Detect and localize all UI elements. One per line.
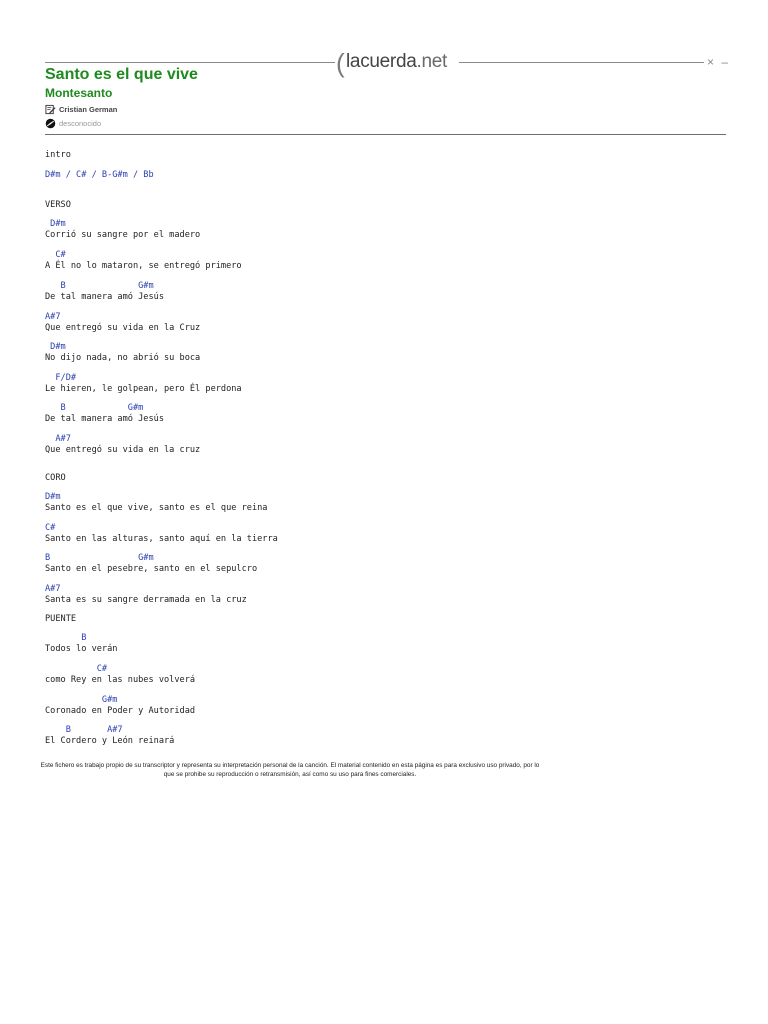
- lyric-line: como Rey en las nubes volverá: [45, 675, 196, 685]
- copyright-disclaimer: Este fichero es trabajo propio de su transcriptor y representa su interpretación personal de la canción. El material contenido en esta página es para exclusivo uso privado, por lo que se prohibe su reproducción o retransmisión, así como su uso para fines comerciales.: [40, 762, 540, 778]
- chord-line[interactable]: A#7: [45, 434, 71, 444]
- lyric-line: Santo en el pesebre, santo en el sepulcro: [45, 564, 258, 574]
- window-controls[interactable]: × –: [707, 55, 731, 69]
- chord-line[interactable]: G#m: [45, 695, 118, 705]
- header-rule-left: [45, 62, 335, 63]
- lyric-line: El Cordero y León reinará: [45, 736, 175, 746]
- lyric-line: VERSO: [45, 200, 71, 210]
- chord-line[interactable]: D#m: [45, 492, 61, 502]
- edit-note-icon: [45, 104, 56, 115]
- lyric-line: Todos lo verán: [45, 644, 118, 654]
- lyric-line: Coronado en Poder y Autoridad: [45, 706, 196, 716]
- header-rule-right: [459, 62, 704, 63]
- lyric-line: No dijo nada, no abrió su boca: [45, 353, 201, 363]
- lyric-line: PUENTE: [45, 614, 77, 624]
- header-divider: [45, 134, 726, 135]
- lyric-line: Santo es el que vive, santo es el que reina: [45, 503, 268, 513]
- logo-bracket-icon: (: [336, 48, 345, 78]
- chord-line[interactable]: B: [45, 633, 87, 643]
- logo-tld: .net: [416, 51, 447, 72]
- lyric-line: Corrió su sangre por el madero: [45, 230, 201, 240]
- chord-line[interactable]: B G#m: [45, 281, 154, 291]
- chord-line[interactable]: A#7: [45, 584, 61, 594]
- song-title: Santo es el que vive: [45, 66, 198, 83]
- lyric-line: intro: [45, 150, 71, 160]
- lyric-line: A Él no lo mataron, se entregó primero: [45, 261, 242, 271]
- lyric-line: Que entregó su vida en la cruz: [45, 445, 201, 455]
- chord-line[interactable]: C#: [45, 250, 66, 260]
- chord-line[interactable]: D#m: [45, 342, 66, 352]
- lyric-line: Que entregó su vida en la Cruz: [45, 323, 201, 333]
- key-value: desconocido: [59, 119, 102, 128]
- chord-line[interactable]: B G#m: [45, 553, 154, 563]
- lyric-line: Le hieren, le golpean, pero Él perdona: [45, 384, 242, 394]
- key-row: [45, 118, 101, 129]
- lyric-line: De tal manera amó Jesús: [45, 414, 164, 424]
- logo-word: lacuerda: [346, 51, 417, 72]
- chord-line[interactable]: D#m / C# / B-G#m / Bb: [45, 170, 154, 180]
- music-disc-icon: [45, 118, 56, 129]
- lyric-line: Santa es su sangre derramada en la cruz: [45, 595, 247, 605]
- lyric-line: De tal manera amó Jesús: [45, 292, 164, 302]
- song-artist[interactable]: Montesanto: [45, 86, 113, 100]
- chord-line[interactable]: B G#m: [45, 403, 144, 413]
- chord-line[interactable]: C#: [45, 664, 108, 674]
- chord-line[interactable]: A#7: [45, 312, 61, 322]
- chord-line[interactable]: D#m: [45, 219, 66, 229]
- lyric-line: Santo en las alturas, santo aquí en la tierra: [45, 534, 278, 544]
- chord-line[interactable]: C#: [45, 523, 56, 533]
- chord-line[interactable]: F/D#: [45, 373, 77, 383]
- chord-line[interactable]: B A#7: [45, 725, 123, 735]
- lyric-line: CORO: [45, 473, 66, 483]
- author-name: Cristian German: [59, 105, 118, 114]
- author-row: [45, 104, 117, 115]
